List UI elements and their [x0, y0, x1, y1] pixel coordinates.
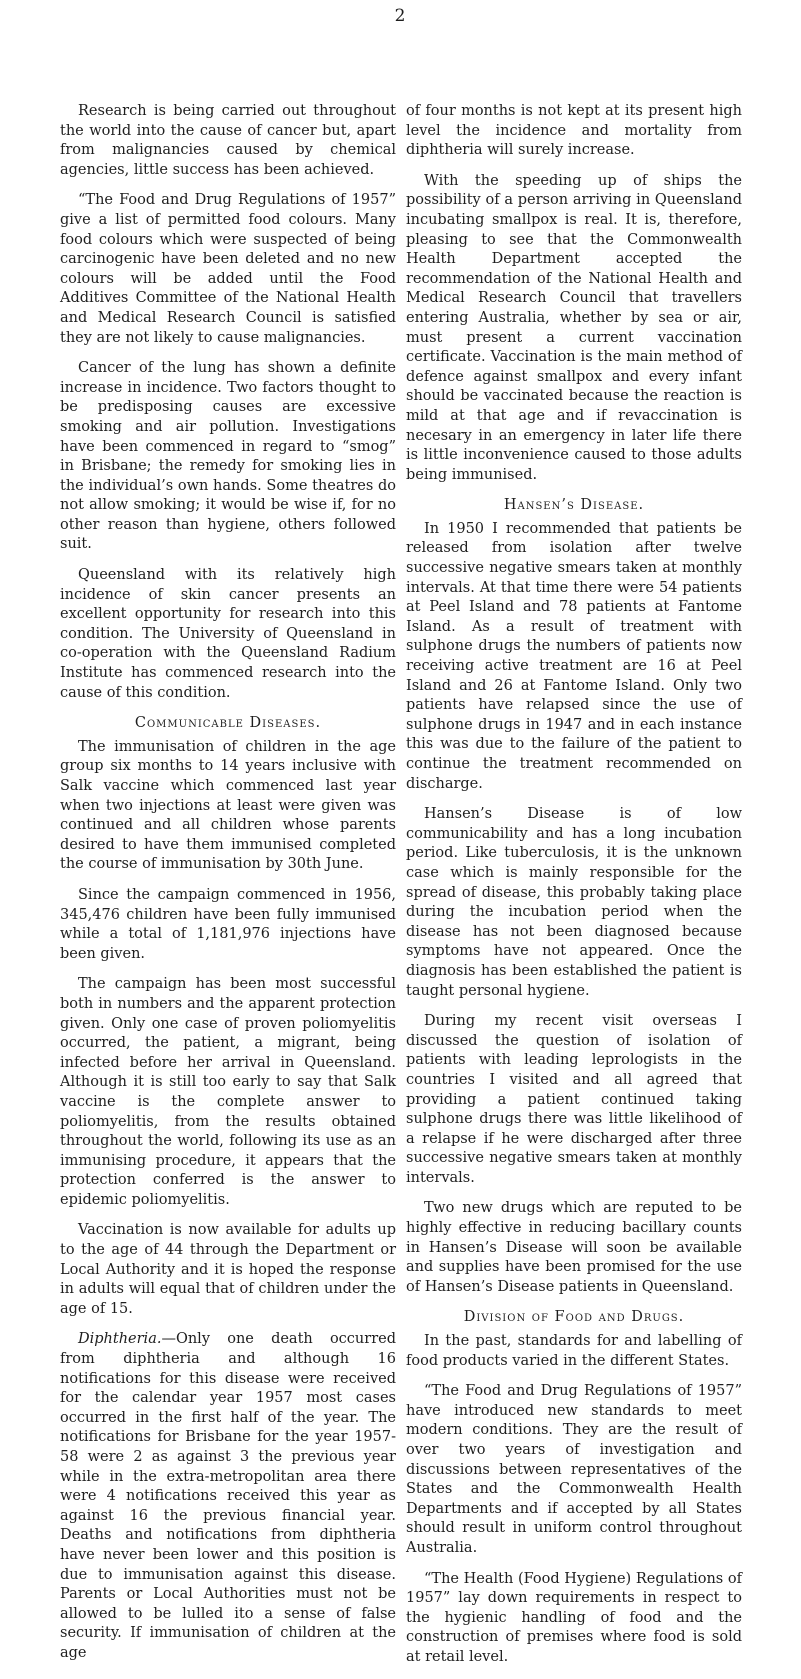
paragraph-smallpox: With the speeding up of ships the possibility of a person arriving in Queensland incubating smallpox is real. It is, therefore, pleasing to see that the Commonwealth Health Department accepted the recommendation of the National Health and Medical Research Council that travellers entering Australia, whether by sea or air, must present a current vaccination certificate. Vaccination is the main method of defence against smallpox and every infant should be vaccinated because the reaction is mild at that age and if revaccination is necesary in an emergency in later life there is little inconvenience caused to those adults being immunised. [406, 172, 742, 483]
diphtheria-lead-in: Diphtheria. [78, 1331, 162, 1348]
paragraph-campaign-figures: Since the campaign commenced in 1956, 345,476 children have been fully immunised while a total of 1,181,976 injections have been given. [60, 886, 396, 962]
paragraph-new-drugs: Two new drugs which are reputed to be highly effective in reducing bacillary counts in Hansen’s Disease will soon be available and supplies have been promised for the use of Hansen’s Disease patients in Queensland. [406, 1200, 742, 1295]
paragraph-food-drug-regulations: “The Food and Drug Regulations of 1957” have introduced new standards to meet modern conditions. They are the result of over two years of investigation and discussions between representatives of the States and the Commonwealth Health Departments and if accepted by all States should result in uniform control throughout Australia. [406, 1383, 742, 1556]
page-number: 2 [394, 6, 407, 26]
paragraph-skin-cancer: Queensland with its relatively high incidence of skin cancer presents an excellent opportunity for research into this condition. The University of Queensland in co-operation with the Queensland Radium Institute has commenced research into the cause of this condition. [60, 567, 396, 701]
paragraph-cancer-research: Research is being carried out throughout the world into the cause of cancer but, apart from malignancies caused by chemical agencies, little success has been achieved. [60, 103, 396, 178]
paragraph-food-hygiene-regulations: “The Health (Food Hygiene) Regulations of 1957” lay down requirements in respect to the hygienic handling of food and the construction of premises where food is sold at retail level. [406, 1570, 742, 1665]
heading-communicable-diseases: Communicable Diseases. [134, 715, 322, 732]
paragraph-food-standards: In the past, standards for and labelling of food products varied in the different States. [406, 1333, 742, 1369]
paragraph-salk-immunisation: The immunisation of children in the age group six months to 14 years inclusive with Salk vaccine which commenced last year when two injections at least were given was continued and all children whose parents desired to have them immunised completed the course of immunisation by 30th June. [60, 738, 396, 873]
paragraph-communicability: Hansen’s Disease is of low communicability and has a long incubation period. Like tuberculosis, it is the unknown case which is mainly responsible for the spread of disease, this probably taking place during the incubation period when the disease has not been diagnosed because symptoms have not appeared. Once the diagnosis has been established the patient is taught personal hygiene. [406, 806, 742, 999]
paragraph-overseas-visit: During my recent visit overseas I discussed the question of isolation of patients with leading leprologists in the countries I visited and all agreed that providing a patient continued taking sulphone drugs there was little likelihood of a relapse if he were discharged after three successive negative smears taken at monthly intervals. [406, 1013, 742, 1186]
paragraph-diphtheria [60, 1330, 396, 1663]
paragraph-lung-cancer: Cancer of the lung has shown a definite increase in incidence. Two factors thought to be predisposing causes are excessive smoking and air pollution. Investigations have been commenced in regard to “smog” in Brisbane; the remedy for smoking lies in the individual’s own hands. Some theatres do not allow smoking; it would be wise if, for no other reason than hygiene, others followed suit. [60, 360, 396, 553]
heading-hansens-disease: Hansen’s Disease. [503, 497, 645, 514]
paragraph-diphtheria-continued: of four months is not kept at its present high level the incidence and mortality from diphtheria will surely increase. [406, 103, 742, 159]
paragraph-campaign-success: The campaign has been most successful both in numbers and the apparent protection given. Only one case of proven poliomyelitis occurred, the patient, a migrant, being infected before her arrival in Queensland. Although it is still too early to say that Salk vaccine is the complete answer to poliomyelitis, from the results obtained throughout the world, following its use as an immunising procedure, it appears that the protection conferred is the answer to epidemic poliomyelitis. [60, 976, 396, 1208]
diphtheria-text: —Only one death occurred from diphtheria and although 16 notifications for this disease were received for the calendar year 1957 most cases occurred in the first half of the year. The notifications for Brisbane for the year 1957-58 were 2 as against 3 the previous year while in the extra-metropolitan area there were 4 notifications received this year as against 16 the previous financial year. Deaths and notifications from diphtheria have never been lower and this position is due to immunisation against this disease. Parents or Local Authorities must not be allowed to be lulled ito a sense of false security. If immunisation of children at the age [60, 1331, 396, 1661]
paragraph-food-colours: “The Food and Drug Regulations of 1957” give a list of permitted food colours. Many food colours which were suspected of being carcinogenic have been deleted and no new colours will be added until the Food Additives Committee of the National Health and Medical Research Council is satisfied they are not likely to cause malignancies. [60, 192, 396, 346]
left-column [60, 102, 396, 1675]
paragraph-isolation-release: In 1950 I recommended that patients be released from isolation after twelve successive negative smears taken at monthly intervals. At that time there were 54 patients at Peel Island and 78 patients at Fantome Island. As a result of treatment with sulphone drugs the numbers of patients now receiving active treatment are 16 at Peel Island and 26 at Fantome Island. Only two patients have relapsed since the use of sulphone drugs in 1947 and in each instance this was due to the failure of the patient to continue the treatment recommended on discharge. [406, 520, 742, 792]
right-column [406, 102, 742, 1679]
heading-food-and-drugs: Division of Food and Drugs. [463, 1309, 685, 1326]
paragraph-adult-vaccination: Vaccination is now available for adults up to the age of 44 through the Department or Local Authority and it is hoped the response in adults will equal that of children under the age of 15. [60, 1222, 396, 1317]
